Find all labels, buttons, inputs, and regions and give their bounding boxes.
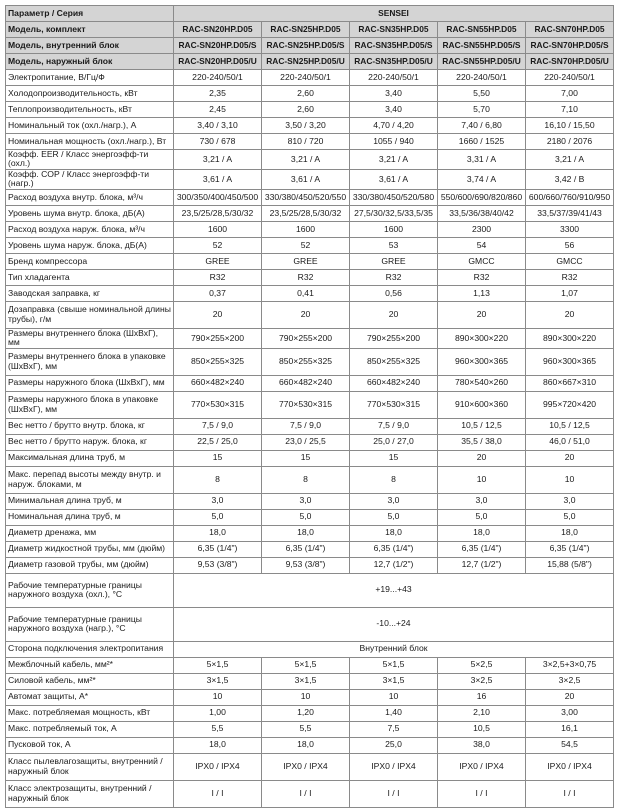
value-cell: 220-240/50/1 bbox=[350, 70, 438, 86]
row-label: Дозаправка (свыше номинальной длины трубы), г/м bbox=[6, 301, 174, 328]
value-cell: 850×255×325 bbox=[262, 348, 350, 375]
model-cell: RAC-SN35HP.D05/U bbox=[350, 54, 438, 70]
row-label: Уровень шума внутр. блока, дБ(А) bbox=[6, 205, 174, 221]
value-cell: 6,35 (1/4") bbox=[350, 541, 438, 557]
value-cell: R32 bbox=[350, 269, 438, 285]
value-cell: 3,50 / 3,20 bbox=[262, 118, 350, 134]
row-label: Вес нетто / брутто внутр. блока, кг bbox=[6, 418, 174, 434]
value-cell: 1,00 bbox=[174, 705, 262, 721]
value-cell: 4,70 / 4,20 bbox=[350, 118, 438, 134]
value-cell: 15 bbox=[262, 450, 350, 466]
value-cell: 3,61 / A bbox=[174, 169, 262, 189]
row-label: Расход воздуха наруж. блока, м³/ч bbox=[6, 221, 174, 237]
value-cell: 550/600/690/820/860 bbox=[438, 189, 526, 205]
spec-row bbox=[6, 70, 614, 86]
value-cell: 5×1,5 bbox=[350, 657, 438, 673]
value-cell: 790×255×200 bbox=[262, 328, 350, 348]
value-cell: 6,35 (1/4") bbox=[174, 541, 262, 557]
row-label: Макс. потребляемая мощность, кВт bbox=[6, 705, 174, 721]
spec-row bbox=[6, 189, 614, 205]
row-label: Расход воздуха внутр. блока, м³/ч bbox=[6, 189, 174, 205]
value-cell: 20 bbox=[526, 301, 614, 328]
spec-row bbox=[6, 573, 614, 607]
value-cell: 18,0 bbox=[174, 737, 262, 753]
spec-row bbox=[6, 541, 614, 557]
value-cell: 16,1 bbox=[526, 721, 614, 737]
value-cell: 910×600×360 bbox=[438, 391, 526, 418]
row-label: Размеры внутреннего блока в упаковке (ШхВхГ), мм bbox=[6, 348, 174, 375]
value-cell: 16 bbox=[438, 689, 526, 705]
value-cell: IPX0 / IPX4 bbox=[350, 753, 438, 780]
row-label: Тип хладагента bbox=[6, 269, 174, 285]
value-cell: 7,5 / 9,0 bbox=[174, 418, 262, 434]
value-cell: 3,42 / B bbox=[526, 169, 614, 189]
row-label: Размеры наружного блока в упаковке (ШхВхГ), мм bbox=[6, 391, 174, 418]
model-cell: RAC-SN20HP.D05/S bbox=[174, 38, 262, 54]
value-cell: 3,0 bbox=[438, 493, 526, 509]
value-cell: 7,5 bbox=[350, 721, 438, 737]
row-label: Класс пылевлагозащиты, внутренний / наружный блок bbox=[6, 753, 174, 780]
spec-row bbox=[6, 150, 614, 170]
spec-row bbox=[6, 301, 614, 328]
value-cell: 20 bbox=[262, 301, 350, 328]
value-cell: 220-240/50/1 bbox=[526, 70, 614, 86]
row-label: Номинальный ток (охл./нагр.), А bbox=[6, 118, 174, 134]
value-cell: 5,0 bbox=[526, 509, 614, 525]
spec-row bbox=[6, 221, 614, 237]
spec-row bbox=[6, 253, 614, 269]
row-label: Минимальная длина труб, м bbox=[6, 493, 174, 509]
model-cell: RAC-SN25HP.D05/S bbox=[262, 38, 350, 54]
value-cell: 890×300×220 bbox=[526, 328, 614, 348]
spec-row bbox=[6, 705, 614, 721]
value-cell: 20 bbox=[438, 450, 526, 466]
row-label: Рабочие температурные границы наружного воздуха (охл.), °С bbox=[6, 573, 174, 607]
value-cell: 3,21 / A bbox=[262, 150, 350, 170]
value-cell: 27,5/30/32,5/33,5/35 bbox=[350, 205, 438, 221]
model-cell: RAC-SN35HP.D05 bbox=[350, 22, 438, 38]
value-cell: IPX0 / IPX4 bbox=[438, 753, 526, 780]
value-cell: 3,40 bbox=[350, 102, 438, 118]
value-cell: 770×530×315 bbox=[174, 391, 262, 418]
value-cell: IPX0 / IPX4 bbox=[526, 753, 614, 780]
value-cell: 2,10 bbox=[438, 705, 526, 721]
spec-row bbox=[6, 721, 614, 737]
value-cell: 23,5/25/28,5/30/32 bbox=[174, 205, 262, 221]
value-cell: 770×530×315 bbox=[262, 391, 350, 418]
value-cell: 53 bbox=[350, 237, 438, 253]
row-label: Межблочный кабель, мм²* bbox=[6, 657, 174, 673]
row-label: Сторона подключения электропитания bbox=[6, 641, 174, 657]
value-cell: 10,5 bbox=[438, 721, 526, 737]
model-cell: RAC-SN55HP.D05/S bbox=[438, 38, 526, 54]
value-cell: 18,0 bbox=[174, 525, 262, 541]
row-label: Класс электрозащиты, внутренний / наружный блок bbox=[6, 780, 174, 807]
spanning-value-cell: +19...+43 bbox=[174, 573, 614, 607]
model-cell: RAC-SN55HP.D05 bbox=[438, 22, 526, 38]
value-cell: GMCC bbox=[438, 253, 526, 269]
value-cell: GMCC bbox=[526, 253, 614, 269]
row-label: Модель, внутренний блок bbox=[6, 38, 174, 54]
value-cell: 1,13 bbox=[438, 285, 526, 301]
value-cell: 10,5 / 12,5 bbox=[526, 418, 614, 434]
spec-row bbox=[6, 169, 614, 189]
value-cell: 25,0 bbox=[350, 737, 438, 753]
row-label: Диаметр газовой трубы, мм (дюйм) bbox=[6, 557, 174, 573]
value-cell: 960×300×365 bbox=[438, 348, 526, 375]
model-row bbox=[6, 38, 614, 54]
value-cell: 3×1,5 bbox=[174, 673, 262, 689]
row-label: Пусковой ток, А bbox=[6, 737, 174, 753]
value-cell: 6,35 (1/4") bbox=[262, 541, 350, 557]
row-label: Коэфф. EER / Класс энергоэфф-ти (охл.) bbox=[6, 150, 174, 170]
spec-row bbox=[6, 466, 614, 493]
value-cell: 10 bbox=[526, 466, 614, 493]
value-cell: 660×482×240 bbox=[350, 375, 438, 391]
value-cell: 46,0 / 51,0 bbox=[526, 434, 614, 450]
spec-row bbox=[6, 607, 614, 641]
row-label: Номинальная мощность (охл./нагр.), Вт bbox=[6, 134, 174, 150]
row-label: Размеры наружного блока (ШхВхГ), мм bbox=[6, 375, 174, 391]
row-label: Коэфф. COP / Класс энергоэфф-ти (нагр.) bbox=[6, 169, 174, 189]
value-cell: 3,0 bbox=[350, 493, 438, 509]
value-cell: 7,40 / 6,80 bbox=[438, 118, 526, 134]
value-cell: 220-240/50/1 bbox=[174, 70, 262, 86]
spec-row bbox=[6, 557, 614, 573]
value-cell: 3,0 bbox=[174, 493, 262, 509]
value-cell: 5,0 bbox=[350, 509, 438, 525]
value-cell: 5,0 bbox=[262, 509, 350, 525]
value-cell: 5×1,5 bbox=[262, 657, 350, 673]
value-cell: I / I bbox=[350, 780, 438, 807]
value-cell: R32 bbox=[526, 269, 614, 285]
value-cell: 660×482×240 bbox=[262, 375, 350, 391]
value-cell: 3×2,5 bbox=[526, 673, 614, 689]
value-cell: 0,37 bbox=[174, 285, 262, 301]
value-cell: 780×540×260 bbox=[438, 375, 526, 391]
value-cell: 12,7 (1/2") bbox=[350, 557, 438, 573]
value-cell: 220-240/50/1 bbox=[438, 70, 526, 86]
spec-row bbox=[6, 673, 614, 689]
value-cell: 850×255×325 bbox=[350, 348, 438, 375]
value-cell: IPX0 / IPX4 bbox=[262, 753, 350, 780]
value-cell: GREE bbox=[350, 253, 438, 269]
value-cell: 38,0 bbox=[438, 737, 526, 753]
row-label: Макс. потребляемый ток, А bbox=[6, 721, 174, 737]
spec-row bbox=[6, 328, 614, 348]
spec-row bbox=[6, 418, 614, 434]
value-cell: 3×2,5 bbox=[438, 673, 526, 689]
value-cell: 3,74 / A bbox=[438, 169, 526, 189]
series-name: SENSEI bbox=[174, 6, 614, 22]
model-cell: RAC-SN70HP.D05/U bbox=[526, 54, 614, 70]
value-cell: 860×667×310 bbox=[526, 375, 614, 391]
value-cell: 995×720×420 bbox=[526, 391, 614, 418]
value-cell: 3×1,5 bbox=[350, 673, 438, 689]
value-cell: I / I bbox=[438, 780, 526, 807]
row-label: Уровень шума наруж. блока, дБ(А) bbox=[6, 237, 174, 253]
value-cell: 20 bbox=[526, 689, 614, 705]
value-cell: 790×255×200 bbox=[174, 328, 262, 348]
spec-row bbox=[6, 205, 614, 221]
value-cell: I / I bbox=[526, 780, 614, 807]
param-series-label: Параметр / Серия bbox=[6, 6, 174, 22]
value-cell: 15,88 (5/8") bbox=[526, 557, 614, 573]
value-cell: 5,70 bbox=[438, 102, 526, 118]
value-cell: R32 bbox=[174, 269, 262, 285]
value-cell: 3,0 bbox=[262, 493, 350, 509]
value-cell: 1660 / 1525 bbox=[438, 134, 526, 150]
row-label: Бренд компрессора bbox=[6, 253, 174, 269]
value-cell: 1600 bbox=[350, 221, 438, 237]
value-cell: 330/380/450/520/580 bbox=[350, 189, 438, 205]
value-cell: 18,0 bbox=[262, 525, 350, 541]
row-label: Рабочие температурные границы наружного воздуха (нагр.), °С bbox=[6, 607, 174, 641]
value-cell: 2,60 bbox=[262, 86, 350, 102]
value-cell: 35,5 / 38,0 bbox=[438, 434, 526, 450]
header-row bbox=[6, 6, 614, 22]
value-cell: 5×2,5 bbox=[438, 657, 526, 673]
row-label: Вес нетто / брутто наруж. блока, кг bbox=[6, 434, 174, 450]
value-cell: 12,7 (1/2") bbox=[438, 557, 526, 573]
value-cell: 10 bbox=[262, 689, 350, 705]
value-cell: 10 bbox=[438, 466, 526, 493]
value-cell: 7,00 bbox=[526, 86, 614, 102]
value-cell: 7,5 / 9,0 bbox=[262, 418, 350, 434]
value-cell: I / I bbox=[262, 780, 350, 807]
value-cell: 730 / 678 bbox=[174, 134, 262, 150]
value-cell: 18,0 bbox=[438, 525, 526, 541]
value-cell: 890×300×220 bbox=[438, 328, 526, 348]
value-cell: 5,5 bbox=[262, 721, 350, 737]
value-cell: 1,07 bbox=[526, 285, 614, 301]
value-cell: 3,21 / A bbox=[350, 150, 438, 170]
value-cell: 52 bbox=[262, 237, 350, 253]
value-cell: 3,61 / A bbox=[350, 169, 438, 189]
model-cell: RAC-SN20HP.D05/U bbox=[174, 54, 262, 70]
value-cell: 16,10 / 15,50 bbox=[526, 118, 614, 134]
model-cell: RAC-SN70HP.D05 bbox=[526, 22, 614, 38]
spec-row bbox=[6, 285, 614, 301]
value-cell: 3,0 bbox=[526, 493, 614, 509]
row-label: Модель, наружный блок bbox=[6, 54, 174, 70]
value-cell: 9,53 (3/8") bbox=[174, 557, 262, 573]
spec-row bbox=[6, 525, 614, 541]
value-cell: 25,0 / 27,0 bbox=[350, 434, 438, 450]
value-cell: 20 bbox=[526, 450, 614, 466]
value-cell: 18,0 bbox=[526, 525, 614, 541]
value-cell: 600/660/760/910/950 bbox=[526, 189, 614, 205]
row-label: Макс. перепад высоты между внутр. и наруж. блоками, м bbox=[6, 466, 174, 493]
value-cell: 5,5 bbox=[174, 721, 262, 737]
model-row bbox=[6, 54, 614, 70]
value-cell: 20 bbox=[438, 301, 526, 328]
spec-row bbox=[6, 509, 614, 525]
value-cell: 660×482×240 bbox=[174, 375, 262, 391]
value-cell: 10 bbox=[350, 689, 438, 705]
value-cell: 23,5/25/28,5/30/32 bbox=[262, 205, 350, 221]
spec-row bbox=[6, 737, 614, 753]
value-cell: 6,35 (1/4") bbox=[438, 541, 526, 557]
row-label: Заводская заправка, кг bbox=[6, 285, 174, 301]
value-cell: 3,40 / 3,10 bbox=[174, 118, 262, 134]
spec-row bbox=[6, 657, 614, 673]
row-label: Модель, комплект bbox=[6, 22, 174, 38]
value-cell: 3×2,5+3×0,75 bbox=[526, 657, 614, 673]
value-cell: 18,0 bbox=[262, 737, 350, 753]
value-cell: 22,5 / 25,0 bbox=[174, 434, 262, 450]
value-cell: 10 bbox=[174, 689, 262, 705]
spec-row bbox=[6, 118, 614, 134]
value-cell: I / I bbox=[174, 780, 262, 807]
row-label: Теплопроизводительность, кВт bbox=[6, 102, 174, 118]
model-cell: RAC-SN35HP.D05/S bbox=[350, 38, 438, 54]
spec-table-body bbox=[6, 6, 614, 808]
value-cell: 5,0 bbox=[174, 509, 262, 525]
value-cell: 3×1,5 bbox=[262, 673, 350, 689]
value-cell: 1,40 bbox=[350, 705, 438, 721]
value-cell: 8 bbox=[262, 466, 350, 493]
spec-row bbox=[6, 493, 614, 509]
row-label: Холодопроизводительность, кВт bbox=[6, 86, 174, 102]
value-cell: 10,5 / 12,5 bbox=[438, 418, 526, 434]
spanning-value-cell: Внутренний блок bbox=[174, 641, 614, 657]
row-label: Максимальная длина труб, м bbox=[6, 450, 174, 466]
spanning-value-cell: -10...+24 bbox=[174, 607, 614, 641]
spec-table bbox=[5, 5, 614, 808]
value-cell: 20 bbox=[350, 301, 438, 328]
value-cell: 3,61 / A bbox=[262, 169, 350, 189]
spec-row bbox=[6, 86, 614, 102]
value-cell: 3,00 bbox=[526, 705, 614, 721]
value-cell: 1600 bbox=[262, 221, 350, 237]
value-cell: GREE bbox=[174, 253, 262, 269]
value-cell: 20 bbox=[174, 301, 262, 328]
row-label: Диаметр жидкостной трубы, мм (дюйм) bbox=[6, 541, 174, 557]
value-cell: 3,21 / A bbox=[526, 150, 614, 170]
value-cell: 54 bbox=[438, 237, 526, 253]
spec-row bbox=[6, 641, 614, 657]
spec-row bbox=[6, 237, 614, 253]
value-cell: 790×255×200 bbox=[350, 328, 438, 348]
row-label: Диаметр дренажа, мм bbox=[6, 525, 174, 541]
value-cell: 2180 / 2076 bbox=[526, 134, 614, 150]
value-cell: 1600 bbox=[174, 221, 262, 237]
value-cell: 8 bbox=[350, 466, 438, 493]
row-label: Силовой кабель, мм²* bbox=[6, 673, 174, 689]
value-cell: 1055 / 940 bbox=[350, 134, 438, 150]
spec-row bbox=[6, 134, 614, 150]
value-cell: 3,40 bbox=[350, 86, 438, 102]
value-cell: 220-240/50/1 bbox=[262, 70, 350, 86]
value-cell: 2,60 bbox=[262, 102, 350, 118]
row-label: Электропитание, В/Гц/Ф bbox=[6, 70, 174, 86]
value-cell: 3300 bbox=[526, 221, 614, 237]
value-cell: 7,10 bbox=[526, 102, 614, 118]
value-cell: 2,45 bbox=[174, 102, 262, 118]
value-cell: 300/350/400/450/500 bbox=[174, 189, 262, 205]
value-cell: 7,5 / 9,0 bbox=[350, 418, 438, 434]
spec-row bbox=[6, 753, 614, 780]
model-cell: RAC-SN25HP.D05/U bbox=[262, 54, 350, 70]
value-cell: 770×530×315 bbox=[350, 391, 438, 418]
value-cell: R32 bbox=[262, 269, 350, 285]
value-cell: R32 bbox=[438, 269, 526, 285]
value-cell: 8 bbox=[174, 466, 262, 493]
value-cell: 5,0 bbox=[438, 509, 526, 525]
value-cell: 850×255×325 bbox=[174, 348, 262, 375]
model-cell: RAC-SN55HP.D05/U bbox=[438, 54, 526, 70]
value-cell: 960×300×365 bbox=[526, 348, 614, 375]
value-cell: 18,0 bbox=[350, 525, 438, 541]
spec-row bbox=[6, 780, 614, 807]
value-cell: 33,5/36/38/40/42 bbox=[438, 205, 526, 221]
value-cell: 6,35 (1/4") bbox=[526, 541, 614, 557]
value-cell: 23,0 / 25,5 bbox=[262, 434, 350, 450]
spec-row bbox=[6, 102, 614, 118]
value-cell: 33,5/37/39/41/43 bbox=[526, 205, 614, 221]
value-cell: 3,31 / A bbox=[438, 150, 526, 170]
spec-row bbox=[6, 348, 614, 375]
spec-row bbox=[6, 434, 614, 450]
value-cell: 1,20 bbox=[262, 705, 350, 721]
value-cell: 0,41 bbox=[262, 285, 350, 301]
value-cell: 5×1,5 bbox=[174, 657, 262, 673]
value-cell: GREE bbox=[262, 253, 350, 269]
model-cell: RAC-SN20HP.D05 bbox=[174, 22, 262, 38]
value-cell: 54,5 bbox=[526, 737, 614, 753]
spec-row bbox=[6, 689, 614, 705]
value-cell: 56 bbox=[526, 237, 614, 253]
row-label: Автомат защиты, А* bbox=[6, 689, 174, 705]
spec-row bbox=[6, 269, 614, 285]
value-cell: 0,56 bbox=[350, 285, 438, 301]
value-cell: 9,53 (3/8") bbox=[262, 557, 350, 573]
value-cell: 15 bbox=[174, 450, 262, 466]
value-cell: 330/380/450/520/550 bbox=[262, 189, 350, 205]
value-cell: 2,35 bbox=[174, 86, 262, 102]
value-cell: 3,21 / A bbox=[174, 150, 262, 170]
spec-row bbox=[6, 391, 614, 418]
row-label: Номинальная длина труб, м bbox=[6, 509, 174, 525]
row-label: Размеры внутреннего блока (ШхВхГ), мм bbox=[6, 328, 174, 348]
model-cell: RAC-SN70HP.D05/S bbox=[526, 38, 614, 54]
value-cell: 810 / 720 bbox=[262, 134, 350, 150]
spec-row bbox=[6, 450, 614, 466]
model-row bbox=[6, 22, 614, 38]
model-cell: RAC-SN25HP.D05 bbox=[262, 22, 350, 38]
value-cell: 2300 bbox=[438, 221, 526, 237]
spec-row bbox=[6, 375, 614, 391]
value-cell: 15 bbox=[350, 450, 438, 466]
value-cell: 5,50 bbox=[438, 86, 526, 102]
value-cell: 52 bbox=[174, 237, 262, 253]
value-cell: IPX0 / IPX4 bbox=[174, 753, 262, 780]
